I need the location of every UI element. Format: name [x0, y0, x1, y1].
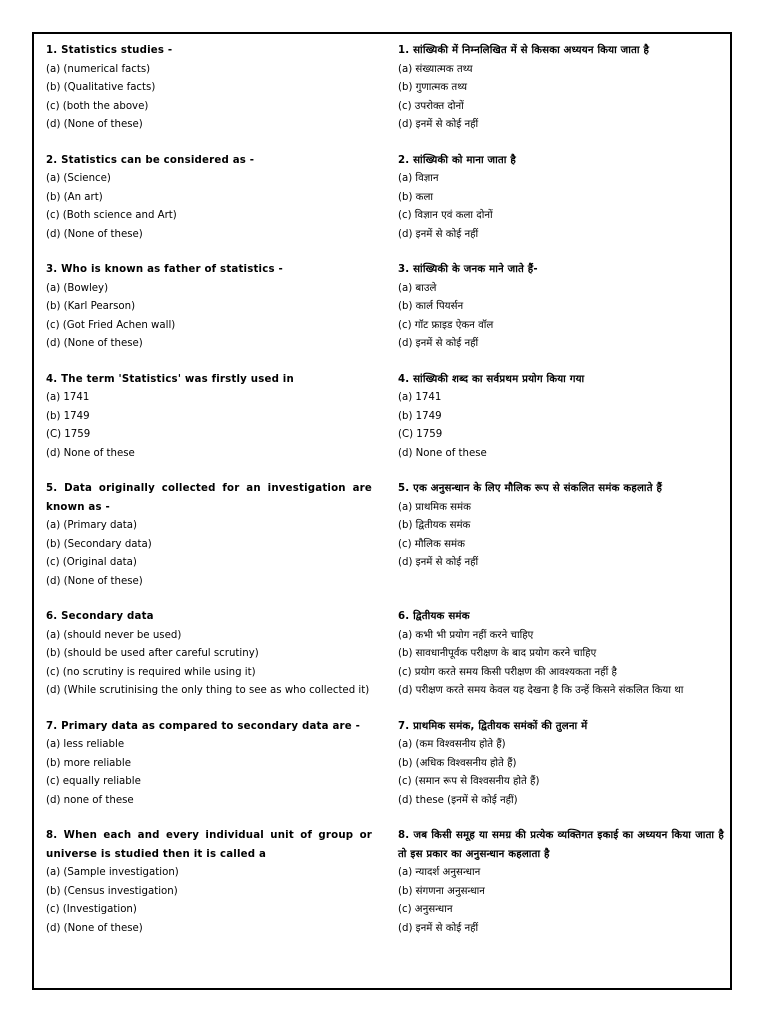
question-text: 6. द्वितीयक समंक	[398, 611, 470, 622]
question-grid	[46, 42, 724, 955]
option-d: (d) (None of these)	[46, 922, 143, 934]
option-a: (a) प्राथमिक समंक	[398, 501, 471, 513]
option-b: (b) (should be used after careful scrutiny)	[46, 648, 259, 659]
option-d: (d) none of these	[46, 794, 134, 806]
option-d: (d) इनमें से कोई नहीं	[398, 922, 479, 934]
question-row	[46, 42, 724, 135]
option-a: (a) 1741	[398, 392, 442, 403]
option-c: (c) (Got Fried Achen wall)	[46, 319, 176, 331]
option-d: (d) None of these	[398, 447, 487, 459]
question-text: 2. सांख्यिकी को माना जाता है	[398, 154, 516, 166]
option-a: (a) कभी भी प्रयोग नहीं करने चाहिए	[398, 629, 534, 641]
question-text: 3. सांख्यिकी के जनक माने जाते हैं-	[398, 264, 538, 275]
question-row	[46, 718, 724, 811]
question-row	[46, 371, 724, 464]
hindi-question	[398, 480, 724, 591]
option-b: (b) संगणना अनुसन्धान	[398, 885, 485, 897]
option-c: (c) (Both science and Art)	[46, 210, 177, 221]
question-text: 2. Statistics can be considered as -	[46, 154, 255, 166]
english-question	[46, 480, 372, 591]
question-text: 4. सांख्यिकी शब्द का सर्वप्रथम प्रयोग किया गया	[398, 373, 585, 385]
question-row	[46, 152, 724, 245]
option-b: (b) 1749	[398, 410, 442, 422]
question-text: 5. Data originally collected for an investigation are known as -	[46, 483, 372, 513]
question-row	[46, 261, 724, 354]
option-d: (d) इनमें से कोई नहीं	[398, 228, 479, 240]
question-text: 8. When each and every individual unit of group or universe is studied then it is called a	[46, 830, 372, 860]
english-question	[46, 827, 372, 938]
option-a: (a) (Science)	[46, 173, 111, 184]
option-c: (c) (Investigation)	[46, 904, 137, 915]
english-question	[46, 261, 372, 354]
option-c: (c) (no scrutiny is required while using it)	[46, 666, 256, 678]
option-b: (b) (Census investigation)	[46, 885, 178, 897]
option-d: (d) (None of these)	[46, 119, 143, 130]
hindi-question	[398, 152, 724, 245]
option-b: (b) गुणात्मक तथ्य	[398, 82, 468, 93]
english-question	[46, 42, 372, 135]
option-c: (c) प्रयोग करते समय किसी परीक्षण की आवश्यकता नहीं है	[398, 666, 617, 678]
option-a: (a) संख्यात्मक तथ्य	[398, 63, 473, 75]
hindi-question	[398, 608, 724, 701]
option-a: (a) (Bowley)	[46, 282, 109, 294]
question-row	[46, 827, 724, 938]
option-b: (b) (Secondary data)	[46, 538, 152, 550]
option-a: (a) less reliable	[46, 739, 125, 750]
option-b: (b) कार्ल पियर्सन	[398, 301, 464, 312]
option-b: (b) 1749	[46, 410, 90, 422]
option-c: (c) (both the above)	[46, 100, 149, 112]
option-d: (d) इनमें से कोई नहीं	[398, 119, 479, 130]
question-text: 5. एक अनुसन्धान के लिए मौलिक रूप से संकलित समंक कहलाते हैं	[398, 483, 663, 494]
english-question	[46, 718, 372, 811]
option-b: (b) (Qualitative facts)	[46, 82, 156, 93]
option-d: (d) (While scrutinising the only thing to see as who collected it)	[46, 685, 370, 696]
option-c: (c) अनुसन्धान	[398, 904, 453, 915]
option-c: (c) (Original data)	[46, 557, 137, 568]
option-a: (a) न्यादर्श अनुसन्धान	[398, 867, 481, 878]
option-b: (b) सावधानीपूर्वक परीक्षण के बाद प्रयोग करने चाहिए	[398, 648, 597, 659]
option-b: (b) (अधिक विश्वसनीय होते हैं)	[398, 757, 517, 769]
option-a: (a) (should never be used)	[46, 629, 182, 641]
question-text: 1. सांख्यिकी में निम्नलिखित में से किसका अध्ययन किया जाता है	[398, 45, 650, 56]
english-question	[46, 152, 372, 245]
option-c: (c) (समान रूप से विश्वसनीय होते हैं)	[398, 776, 540, 787]
option-c: (C) 1759	[46, 429, 91, 440]
question-text: 6. Secondary data	[46, 611, 154, 622]
option-d: (d) इनमें से कोई नहीं	[398, 338, 479, 349]
option-d: (d) None of these	[46, 447, 135, 459]
option-a: (a) (Sample investigation)	[46, 867, 179, 878]
option-c: (C) 1759	[398, 429, 443, 440]
option-a: (a) (Primary data)	[46, 520, 137, 531]
option-c: (c) उपरोक्त दोनों	[398, 100, 464, 112]
hindi-question	[398, 371, 724, 464]
option-c: (c) विज्ञान एवं कला दोनों	[398, 210, 493, 221]
hindi-question	[398, 827, 724, 938]
option-d: (d) (None of these)	[46, 338, 143, 349]
english-question	[46, 371, 372, 464]
option-a: (a) (कम विश्वसनीय होते हैं)	[398, 739, 506, 750]
option-a: (a) विज्ञान	[398, 173, 439, 184]
question-text: 7. Primary data as compared to secondary data are -	[46, 720, 361, 732]
hindi-question	[398, 42, 724, 135]
question-text: 4. The term 'Statistics' was firstly used in	[46, 373, 294, 385]
option-d: (d) परीक्षण करते समय केवल यह देखना है कि उन्हें किसने संकलित किया था	[398, 685, 684, 696]
option-b: (b) more reliable	[46, 757, 131, 769]
hindi-question	[398, 261, 724, 354]
option-b: (b) (Karl Pearson)	[46, 301, 136, 312]
english-question	[46, 608, 372, 701]
question-text: 1. Statistics studies -	[46, 45, 173, 56]
option-d: (d) (None of these)	[46, 575, 143, 587]
hindi-question	[398, 718, 724, 811]
question-row	[46, 608, 724, 701]
question-text: 7. प्राथमिक समंक, द्वितीयक समंकों की तुलना में	[398, 720, 588, 732]
question-row	[46, 480, 724, 591]
option-c: (c) गॉट फ्राइड ऐकन वॉल	[398, 319, 494, 331]
option-a: (a) बाउले	[398, 282, 437, 294]
option-d: (d) इनमें से कोई नहीं	[398, 557, 479, 568]
option-b: (b) (An art)	[46, 191, 103, 203]
question-text: 3. Who is known as father of statistics -	[46, 264, 283, 275]
option-d: (d) (None of these)	[46, 228, 143, 240]
option-c: (c) मौलिक समंक	[398, 538, 465, 550]
option-a: (a) 1741	[46, 392, 90, 403]
question-text: 8. जब किसी समूह या समग्र की प्रत्येक व्यक्तिगत इकाई का अध्ययन किया जाता है तो इस प्रकार का अनुसन्धान कहलाता है	[398, 830, 724, 860]
option-a: (a) (numerical facts)	[46, 63, 151, 75]
option-b: (b) द्वितीयक समंक	[398, 520, 471, 531]
option-d: (d) these (इनमें से कोई नहीं)	[398, 794, 518, 806]
option-c: (c) equally reliable	[46, 776, 141, 787]
option-b: (b) कला	[398, 191, 434, 203]
